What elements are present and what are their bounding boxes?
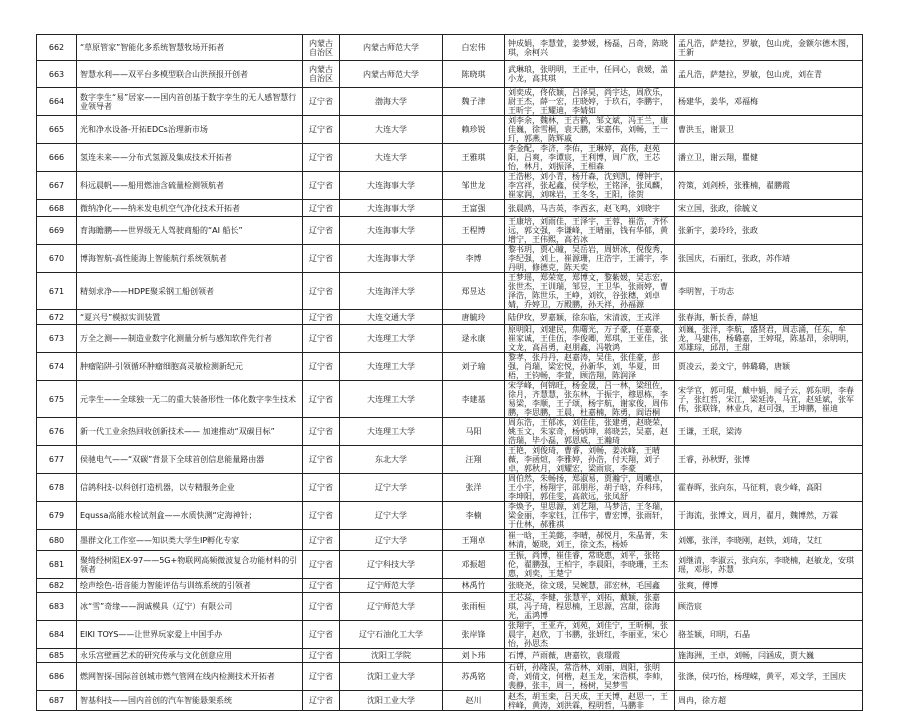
team-members-cell: 李金配，李济，李佑，王琳婷，高伟，赵苑阳，吕爽，李谭宸，王利博，周广欣，王芯怡，林月，刘振泽，王相森 — [505, 144, 675, 172]
team-members-cell: 武琳琅，张明明，王正中，任同心，袁媛，盖小龙，高其琪 — [505, 61, 675, 88]
project-name-cell: 绘声绘色-语音能力智能评估与训练系统的引领者 — [77, 579, 303, 593]
school-name-cell: 内蒙古师范大学 — [340, 61, 443, 88]
row-number-cell: 677 — [37, 446, 77, 474]
project-name-cell: “草原管家”智能化多系统智慧牧场开拓者 — [77, 35, 303, 61]
province-cell: 辽宁省 — [303, 353, 340, 381]
school-name-cell: 大连理工大学 — [340, 418, 443, 446]
project-name-cell: Equssa高能水检试剂盒——水质快测“定海神针； — [77, 502, 303, 530]
advisors-cell: 王谦，王珉，梁涛 — [675, 418, 863, 446]
row-number-cell: 664 — [37, 88, 77, 116]
advisors-cell: 顾浩宸 — [675, 593, 863, 621]
team-members-cell: 王艳，刘俊琦，曹睿，刘畅，姜冰峰，王晴薇，李函煊，李雅婷，孙浩，付天翔，刘子卓，郭秋月，刘耀宏，梁雨宸，李豪 — [505, 446, 675, 474]
team-leader-cell: 赖珍锐 — [443, 116, 505, 144]
province-cell: 辽宁省 — [303, 502, 340, 530]
project-name-cell: 信鸽科技-以科创打造机器，以专精服务企业 — [77, 474, 303, 502]
province-cell: 辽宁省 — [303, 649, 340, 663]
project-table — [36, 34, 863, 711]
table-row — [37, 446, 863, 474]
province-cell: 辽宁省 — [303, 245, 340, 273]
province-cell: 辽宁省 — [303, 217, 340, 245]
school-name-cell: 辽宁大学 — [340, 530, 443, 551]
school-name-cell: 沈阳工业大学 — [340, 663, 443, 691]
row-number-cell: 681 — [37, 551, 77, 579]
province-cell: 辽宁省 — [303, 579, 340, 593]
table-row — [37, 217, 863, 245]
row-number-cell: 665 — [37, 116, 77, 144]
team-members-cell: 王康培，刘雨佳，王泽宇，王蓉，崔浩，齐怀远，郭文强，李谦峰，王晴丽，钱有华郁，黄增宁，王伟熙，高若冰 — [505, 217, 675, 245]
project-name-cell: 万全之测——制造业数字化测量分析与感知软件先行者 — [77, 325, 303, 353]
school-name-cell: 大连海事大学 — [340, 200, 443, 217]
team-members-cell: 张晓尧，徐文瑗，吴婉慧，邵宏林，毛国鑫 — [505, 579, 675, 593]
advisors-cell: 周冉，徐方超 — [675, 691, 863, 711]
advisors-cell: 潘立卫，谢云翔，瞿健 — [675, 144, 863, 172]
table-row — [37, 621, 863, 649]
school-name-cell: 东北大学 — [340, 446, 443, 474]
team-leader-cell: 邓振超 — [443, 551, 505, 579]
team-leader-cell: 张洋 — [443, 474, 505, 502]
table-row — [37, 200, 863, 217]
row-number-cell: 668 — [37, 200, 77, 217]
table-row — [37, 88, 863, 116]
school-name-cell: 辽宁大学 — [340, 502, 443, 530]
school-name-cell: 大连海事大学 — [340, 217, 443, 245]
school-name-cell: 大连大学 — [340, 116, 443, 144]
project-name-cell: 智基科技——国内首创的汽车智能悬架系统 — [77, 691, 303, 711]
team-members-cell: 刘奕成，佟依颖，吕泽昊，尚宇达，周欣乐，尉王杰，薛一宏，庄晓婷，于玖石，李鹏宇，王昕宇，王耀迪，李婧如 — [505, 88, 675, 116]
advisors-cell: 宋立国，张政，徐毓义 — [675, 200, 863, 217]
advisors-cell: 骆荃颖，印明，石晶 — [675, 621, 863, 649]
advisors-cell: 张春海，靳长香，薛旭 — [675, 310, 863, 325]
table-row — [37, 530, 863, 551]
project-name-cell: 新一代工业余热回收创新技术—— 加速推动“双碳目标” — [77, 418, 303, 446]
school-name-cell: 辽宁大学 — [340, 474, 443, 502]
advisors-cell: 贾凌云，姜文宁，韩璐璐，唐颖 — [675, 353, 863, 381]
team-leader-cell: 马阳 — [443, 418, 505, 446]
school-name-cell: 大连大学 — [340, 144, 443, 172]
table-row — [37, 579, 863, 593]
school-name-cell: 辽宁科技大学 — [340, 551, 443, 579]
team-leader-cell: 李博 — [443, 245, 505, 273]
school-name-cell: 大连理工大学 — [340, 381, 443, 418]
advisors-cell: 曹洪玉，谢景卫 — [675, 116, 863, 144]
province-cell: 内蒙古自治区 — [303, 61, 340, 88]
table-row — [37, 381, 863, 418]
advisors-cell: 张新宇，姜玲玲，张政 — [675, 217, 863, 245]
team-leader-cell: 陈晓琪 — [443, 61, 505, 88]
table-row — [37, 551, 863, 579]
row-number-cell: 678 — [37, 474, 77, 502]
team-leader-cell: 张岸锋 — [443, 621, 505, 649]
team-members-cell: 黎书玥，贾心瞳，吴岳岩，周妍冰，倪俊秀，李纪强，刘上，崔源珊，庄浩宇，王浦宇，李丹明，修德克，陈天奕 — [505, 245, 675, 273]
team-leader-cell: 林禹竹 — [443, 579, 505, 593]
row-number-cell: 667 — [37, 172, 77, 200]
table-row — [37, 325, 863, 353]
advisors-cell: 刘巍，张洋，李航，盛贤君，周志涌，任东，牟龙，马建伟，杨璐嘉，王婷琨，陈基昂，余明明，邓雄琮，邱昂，王甜 — [675, 325, 863, 353]
advisors-cell: 张爽，傅博 — [675, 579, 863, 593]
team-leader-cell: 逯永康 — [443, 325, 505, 353]
table-row — [37, 61, 863, 88]
school-name-cell: 辽宁师范大学 — [340, 579, 443, 593]
table-row — [37, 474, 863, 502]
advisors-cell: 宋学官，郭可琨，戴中娟，闻子云，郭东明，李春子，张红哲，宋江，梁延涛，马宜，赵延斌，张军伟，张联锋，林业兵，赵可强，王坤鹏，崔迪 — [675, 381, 863, 418]
school-name-cell: 渤海大学 — [340, 88, 443, 116]
advisors-cell: 于海流，张博文，周月，翟月，魏博然，万霖 — [675, 502, 863, 530]
advisors-cell: 施海洲，王卓，刘畅，闫涵成，贾大巍 — [675, 649, 863, 663]
school-name-cell: 大连海洋大学 — [340, 273, 443, 310]
team-members-cell: 崔一晗，王美懿，李晴，郝悦月，朱晶菁，朱林清，姬晓，刘王，徐文杰，杨娇 — [505, 530, 675, 551]
project-name-cell: 燃网智探-国际首创城市燃气管网在线内检测技术开拓者 — [77, 663, 303, 691]
project-name-cell: 冰“雪”奇缘——润诚模具（辽宁）有限公司 — [77, 593, 303, 621]
table-row — [37, 418, 863, 446]
row-number-cell: 662 — [37, 35, 77, 61]
team-leader-cell: 张雨桓 — [443, 593, 505, 621]
row-number-cell: 672 — [37, 310, 77, 325]
project-name-cell: 光和净水设备-开拓EDCs治理新市场 — [77, 116, 303, 144]
project-name-cell: 氢连未来——分布式氢源及集成技术开拓者 — [77, 144, 303, 172]
row-number-cell: 671 — [37, 273, 77, 310]
row-number-cell: 673 — [37, 325, 77, 353]
school-name-cell: 内蒙古师范大学 — [340, 35, 443, 61]
table-row — [37, 593, 863, 621]
school-name-cell: 大连海事大学 — [340, 245, 443, 273]
province-cell: 辽宁省 — [303, 144, 340, 172]
project-name-cell: 育海瞻鹏——世界级无人驾驶商船的“AI 船长” — [77, 217, 303, 245]
province-cell: 辽宁省 — [303, 691, 340, 711]
advisors-cell: 王睿，孙秋野，张博 — [675, 446, 863, 474]
row-number-cell: 680 — [37, 530, 77, 551]
row-number-cell: 666 — [37, 144, 77, 172]
team-members-cell: 宋学峰，何锦旺，杨金晟，吕一林，梁纽佐，徐月，齐慧慧，张东林，于振宇，穆恩栋，李易梁，李顺，王子颂，杨宇航，谢家俊，周伟鹏，李思鹏，王晨，杜嘉楠，陈勇，阎语桐 — [505, 381, 675, 418]
table-row — [37, 691, 863, 711]
team-leader-cell: 魏子津 — [443, 88, 505, 116]
province-cell: 辽宁省 — [303, 172, 340, 200]
province-cell: 辽宁省 — [303, 88, 340, 116]
province-cell: 辽宁省 — [303, 530, 340, 551]
team-members-cell: 张翔宇，王亚卉，刘苑，刘佳宁，王昕桐，张晨宇，赵欣，丁书鹏，张妍红，李丽亚，宋心怡，孙思杰 — [505, 621, 675, 649]
team-members-cell: 钟成娟，李慧萱，姜梦媛，杨磊，吕奇，陈晓琪，余柯兴 — [505, 35, 675, 61]
team-members-cell: 张晨鸥，马吉英，李西玄，赵飞鸣，刘晓宇 — [505, 200, 675, 217]
province-cell: 辽宁省 — [303, 663, 340, 691]
team-members-cell: 周伯然，朱畅扬，郑淑易，贾瀚宁，周曦卓，王小宇，杨翔宇，邵朋彤，胡子晗，乔科玮，李坤阳，郭佳雯，高歆远，张凤舒 — [505, 474, 675, 502]
project-name-cell: EIKI TOYS——让世界玩家爱上中国手办 — [77, 621, 303, 649]
team-leader-cell: 王程博 — [443, 217, 505, 245]
table-row — [37, 245, 863, 273]
team-leader-cell: 郑昱达 — [443, 273, 505, 310]
advisors-cell: 刘继清，李淑云，张向东，李晓楠，赵敏龙，安琪瑶，邓彤，苏慧 — [675, 551, 863, 579]
team-members-cell: 刘李余，魏林，王吉鹤，邹文斌，冯王兰，康佳巍，徐雪桐，袁天鹏，宋嘉伟，刘畅，王一玎，郭燕，陈辉戚 — [505, 116, 675, 144]
team-leader-cell: 苏禹铭 — [443, 663, 505, 691]
advisors-cell: 霍春晖，张向东，马征莉，袁少峰，高阳 — [675, 474, 863, 502]
table-row — [37, 663, 863, 691]
team-leader-cell: 李建基 — [443, 381, 505, 418]
province-cell: 辽宁省 — [303, 310, 340, 325]
province-cell: 辽宁省 — [303, 593, 340, 621]
school-name-cell: 大连交通大学 — [340, 310, 443, 325]
advisors-cell: 李明智，于功志 — [675, 273, 863, 310]
table-row — [37, 116, 863, 144]
project-name-cell: 墨群文化工作室——知识类大学生IP孵化专家 — [77, 530, 303, 551]
table-row — [37, 144, 863, 172]
team-leader-cell: 王雅琪 — [443, 144, 505, 172]
row-number-cell: 682 — [37, 579, 77, 593]
table-row — [37, 353, 863, 381]
team-members-cell: 王梦瑶，郑荣宽，郑博文，黎紫媛，吴志宏，张世杰，王训瑞，邹昱，王卫华，张雨婷，曹泽浩，陈世乐，王峥，刘钦，谷张穗，刘卓婧，乔婷卫，万殿鹏，孙天祥，孙福源 — [505, 273, 675, 310]
project-name-cell: 数字孪生“易”居家——国内首创基于数字孪生的无人感智慧行业领导者 — [77, 88, 303, 116]
row-number-cell: 684 — [37, 621, 77, 649]
team-members-cell: 陆伊玫，罗嘉颖，徐东临，宋清波，王戎洋 — [505, 310, 675, 325]
table-row — [37, 310, 863, 325]
team-members-cell: 赵杰，胡玉栾，吕天成，王天博，赵思一，王梓峰，黄涛，刘洪霖，程明哲，马鹏非 — [505, 691, 675, 711]
project-name-cell: “夏兴号”模拟实训装置 — [77, 310, 303, 325]
school-name-cell: 大连海事大学 — [340, 172, 443, 200]
advisors-cell: 张国庆，石丽红，张政，苏作靖 — [675, 245, 863, 273]
province-cell: 辽宁省 — [303, 381, 340, 418]
table-row — [37, 502, 863, 530]
team-members-cell: 王浩彬，刘小青，杨开森，沈到凯，傅钟宇，李宫祥，张起鑫，侯学松，王铭泽，张凤麟，崔家润，刘咪岩，王冬冬，王阳，徐贺 — [505, 172, 675, 200]
team-leader-cell: 唐毓玲 — [443, 310, 505, 325]
province-cell: 辽宁省 — [303, 273, 340, 310]
team-members-cell: 石博，芦雨薇，唐嘉钦，袁璟霞 — [505, 649, 675, 663]
province-cell: 辽宁省 — [303, 551, 340, 579]
advisors-cell: 孟凡浩，萨楚拉，罗敏，包山虎，刘在青 — [675, 61, 863, 88]
team-leader-cell: 白宏伟 — [443, 35, 505, 61]
team-leader-cell: 刘子瑜 — [443, 353, 505, 381]
project-name-cell: 精刻求净——HDPE聚采钢工船创领者 — [77, 273, 303, 310]
province-cell: 辽宁省 — [303, 325, 340, 353]
row-number-cell: 670 — [37, 245, 77, 273]
team-members-cell: 李焕予，里思源，刘艺翔，马梦洁，王冬瑞，梁金丽，李家钰，江伟宇，曹宏博，张雨轩，于仕林，郝雅祺 — [505, 502, 675, 530]
row-number-cell: 674 — [37, 353, 77, 381]
team-members-cell: 原明阳，刘建民，焦曙光，万子豪，任嘉豪，崔家诚，王佳伍，李俊卿，郑琪，王亚佳，张文龙，高昌勇，赵朋鑫，冯敬鸿 — [505, 325, 675, 353]
project-name-cell: 聚绮经树阻EX-97——5G+物联网高频微波复合功能材料的引领者 — [77, 551, 303, 579]
advisors-cell: 刘娜，张洋，李晓刚，赵铁，刘琦，艾红 — [675, 530, 863, 551]
team-members-cell: 王芯蕊，李健，张慧平，刘拓，戴颖，张嘉琪，冯子琦，程思楠，王思源，宫甜，徐海光，盂鸿博 — [505, 593, 675, 621]
project-name-cell: 科远晨帆——船用燃油含硫量检测领航者 — [77, 172, 303, 200]
school-name-cell: 沈阳工业大学 — [340, 691, 443, 711]
province-cell: 辽宁省 — [303, 200, 340, 217]
project-name-cell: 肿瘤陷阱-引领循环肿瘤细胞高灵敏检测新纪元 — [77, 353, 303, 381]
team-leader-cell: 王富强 — [443, 200, 505, 217]
advisors-cell: 孟凡浩，萨楚拉，罗敏，包山虎，金额尔德木图，王新 — [675, 35, 863, 61]
row-number-cell: 669 — [37, 217, 77, 245]
province-cell: 辽宁省 — [303, 418, 340, 446]
project-name-cell: 元孪生——全球独一无二的重大装备形性一体化数字孪生技术 — [77, 381, 303, 418]
team-members-cell: 黎孝，张丹丹，赵嘉涛，吴佳，张佳豪，彭强，肖瑞，梁宏悦，孙新华，刘，华夏，田梧，王钧畅，李萱，顾浩翔，陈润泽 — [505, 353, 675, 381]
advisors-cell: 符策，刘剑桥，张雅楠，翟鹏霞 — [675, 172, 863, 200]
school-name-cell: 大连理工大学 — [340, 353, 443, 381]
team-leader-cell: 刘卜玮 — [443, 649, 505, 663]
table-row — [37, 172, 863, 200]
project-name-cell: 微纳净化——纳米发电机空气净化技术开拓者 — [77, 200, 303, 217]
school-name-cell: 大连理工大学 — [340, 325, 443, 353]
row-number-cell: 685 — [37, 649, 77, 663]
row-number-cell: 663 — [37, 61, 77, 88]
team-leader-cell: 赵川 — [443, 691, 505, 711]
table-row — [37, 649, 863, 663]
province-cell: 内蒙古自治区 — [303, 35, 340, 61]
table-row — [37, 35, 863, 61]
project-name-cell: 博海智航-高性能海上智能航行系统领航者 — [77, 245, 303, 273]
row-number-cell: 676 — [37, 418, 77, 446]
province-cell: 辽宁省 — [303, 116, 340, 144]
school-name-cell: 辽宁师范大学 — [340, 593, 443, 621]
advisors-cell: 张涤，侯巧怡，杨理嵘，黄平，邓文学，王国庆 — [675, 663, 863, 691]
row-number-cell: 687 — [37, 691, 77, 711]
project-name-cell: 侯驰电气——“双碳”背景下全球首创信息能量路由器 — [77, 446, 303, 474]
row-number-cell: 686 — [37, 663, 77, 691]
project-name-cell: 永乐宫壁画艺术的研究传承与文化创意应用 — [77, 649, 303, 663]
team-members-cell: 石研，孙隆淏，常浩林，刘丽，周阳，张明奇，刘倩文，何楷，赵玉龙，宋浩棋，李帅，裴静，张丰，周一，杨树，吴梦雪 — [505, 663, 675, 691]
province-cell: 辽宁省 — [303, 446, 340, 474]
row-number-cell: 683 — [37, 593, 77, 621]
school-name-cell: 沈阳工学院 — [340, 649, 443, 663]
province-cell: 辽宁省 — [303, 621, 340, 649]
team-leader-cell: 汪翔 — [443, 446, 505, 474]
team-leader-cell: 李楠 — [443, 502, 505, 530]
row-number-cell: 675 — [37, 381, 77, 418]
table-row — [37, 273, 863, 310]
advisors-cell: 杨建华，姜华，邓福梅 — [675, 88, 863, 116]
project-name-cell: 智慧水利——双平台多模型联合山洪预报开创者 — [77, 61, 303, 88]
team-members-cell: 周东浩，王郁冰，刘佳佳，张建勇，赵晓荣，姚玉文，朱家奇，杨炳坤，蒋晓芸，吴嘉，赵浩瑞，毕小磊，郭恩威，王瀚琦 — [505, 418, 675, 446]
school-name-cell: 辽宁石油化工大学 — [340, 621, 443, 649]
team-leader-cell: 邹世龙 — [443, 172, 505, 200]
team-leader-cell: 王翔卓 — [443, 530, 505, 551]
team-members-cell: 王振，尚博，崔佳睿，常晓惠，刘平，张铭伦，翟鹏强，王柏宇，李晨阳，李晓珊，王杰惠，刘奕，王楚宁 — [505, 551, 675, 579]
row-number-cell: 679 — [37, 502, 77, 530]
province-cell: 辽宁省 — [303, 474, 340, 502]
